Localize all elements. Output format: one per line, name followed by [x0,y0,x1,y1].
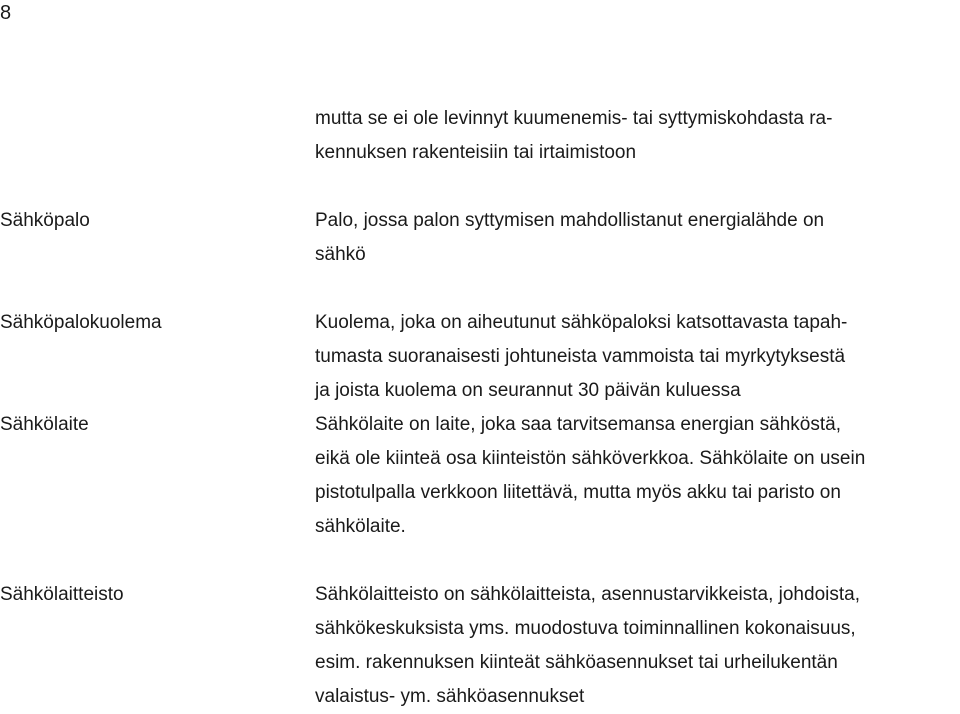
definition-line: Kuolema, joka on aiheutunut sähköpaloksi katsottavasta tapah- [315,312,848,333]
definition-text: mutta se ei ole levinnyt kuumenemis- tai syttymiskohdasta ra- [315,108,833,129]
definition-line: sähkökeskuksista yms. muodostuva toiminnallinen kokonaisuus, [315,618,856,639]
definition-line: tumasta suoranaisesti johtuneista vammoista tai myrkytyksestä [315,346,846,367]
definition-continuation [315,102,955,170]
definition-line: kennuksen rakenteisiin tai irtaimistoon [315,142,637,163]
term-sahkolaite: Sähkölaite [0,414,89,435]
definition-line: sähkölaite. [315,516,406,537]
definition-sahkopalo [315,204,955,272]
term-sahkopalo: Sähköpalo [0,210,90,231]
definition-line: esim. rakennuksen kiinteät sähköasennukset tai urheilukentän [315,652,838,673]
definition-line: Sähkölaite on laite, joka saa tarvitsemansa energian sähköstä, [315,414,841,435]
definition-sahkolaitteisto [315,578,955,714]
definition-sahkopalokuolema [315,306,955,408]
definition-line: Sähkölaitteisto on sähkölaitteista, asennustarvikkeista, johdoista, [315,584,860,605]
term-sahkolaitteisto: Sähkölaitteisto [0,584,124,605]
definition-line: valaistus- ym. sähköasennukset [315,686,585,707]
page-number: 8 [0,2,12,24]
definition-sahkolaite [315,408,955,544]
definition-line [315,102,955,136]
definition-line: Palo, jossa palon syttymisen mahdollistanut energialähde on [315,210,825,231]
definition-line: ja joista kuolema on seurannut 30 päivän kuluessa [315,380,741,401]
definition-line: eikä ole kiinteä osa kiinteistön sähköverkkoa. Sähkölaite on usein [315,448,866,469]
definition-line: pistotulpalla verkkoon liitettävä, mutta myös akku tai paristo on [315,482,841,503]
term-sahkopalokuolema: Sähköpalokuolema [0,312,162,333]
definition-line: sähkö [315,244,366,265]
